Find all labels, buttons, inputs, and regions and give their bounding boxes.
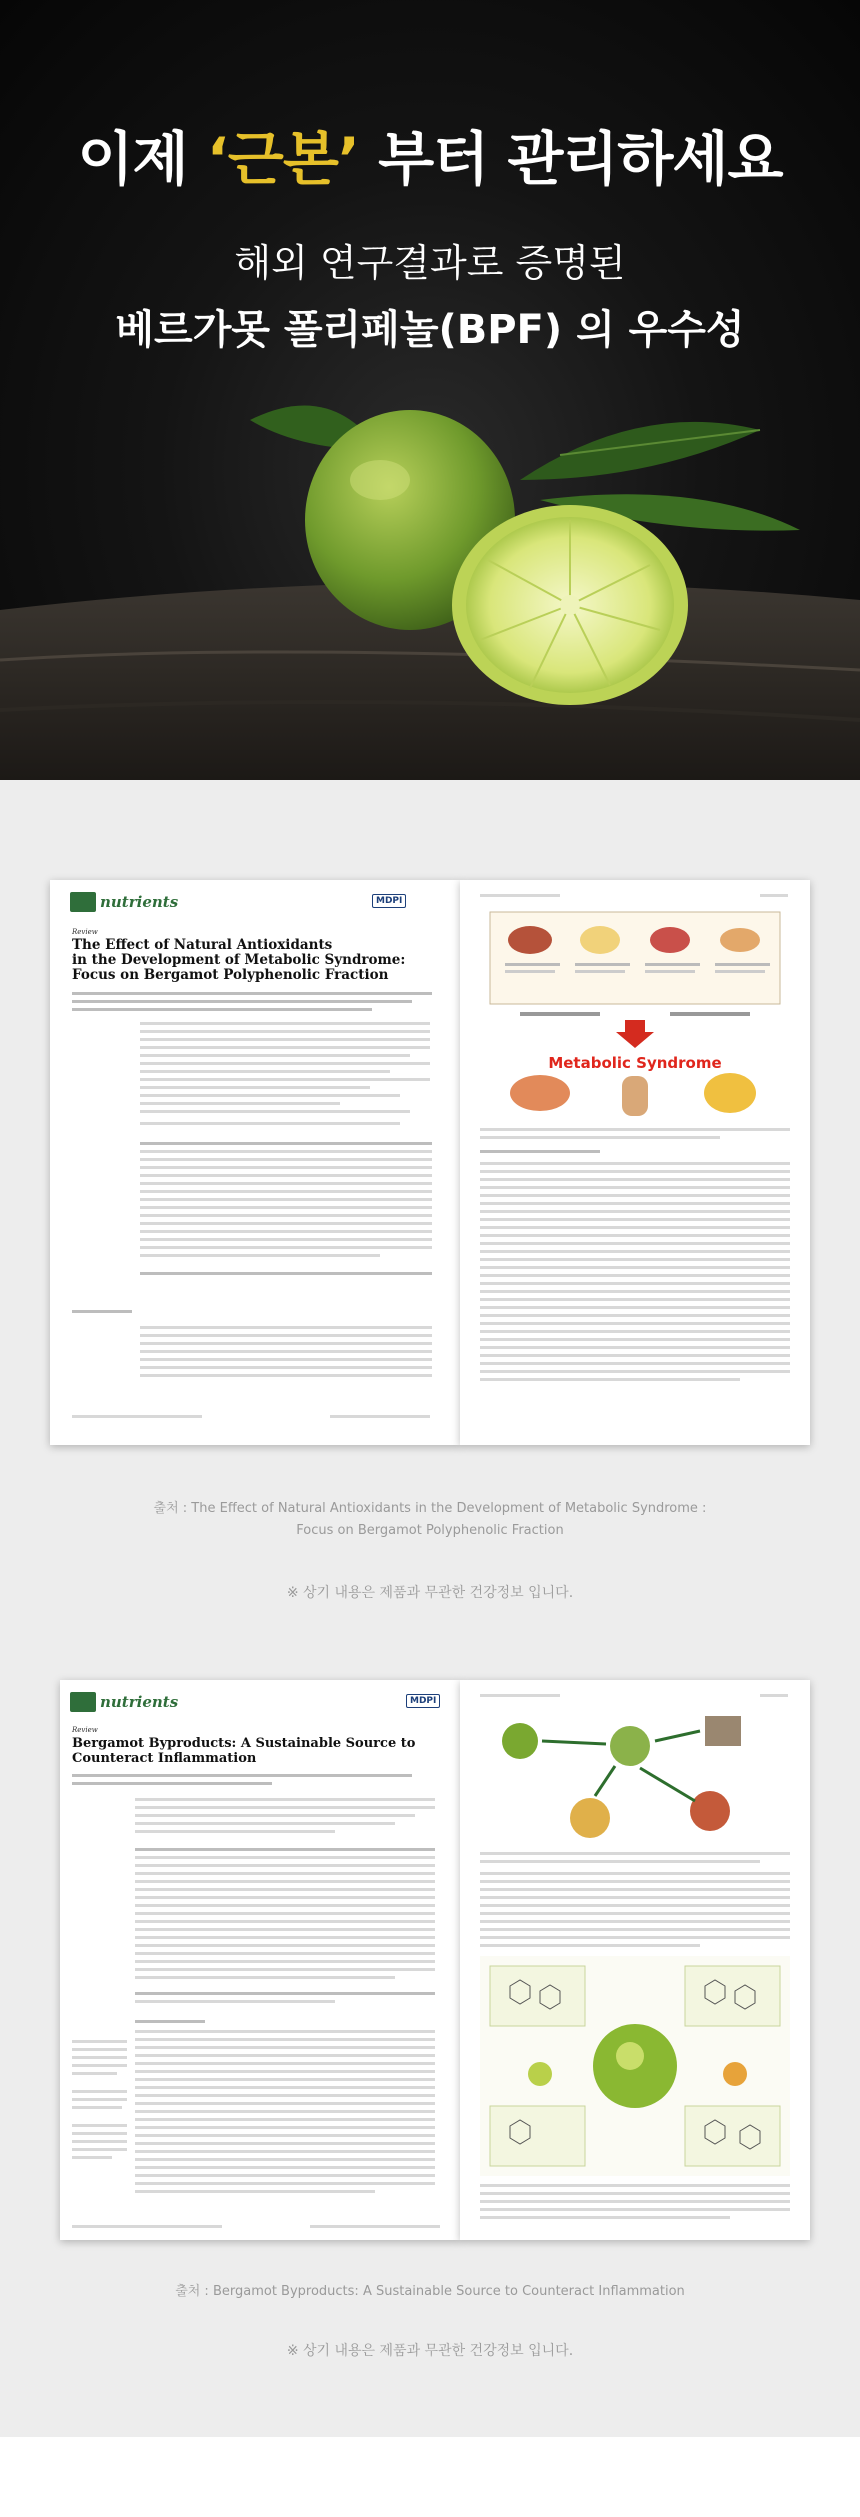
paper1-disclaimer: ※ 상기 내용은 제품과 무관한 건강정보 입니다. bbox=[286, 1585, 574, 1601]
paper1-title-line-2: in the Development of Metabolic Syndrome: bbox=[72, 952, 406, 968]
paper1-page2 bbox=[460, 880, 810, 1445]
journal-logo: nutrients bbox=[70, 892, 178, 912]
nutrients-logo-icon bbox=[70, 892, 96, 912]
bergamot-compounds-figure bbox=[480, 1956, 790, 2176]
paper1-page1 bbox=[50, 880, 460, 1445]
paper2-title-line-1: Bergamot Byproducts: A Sustainable Source to bbox=[72, 1736, 416, 1751]
figure-title: Metabolic Syndrome bbox=[548, 1054, 722, 1072]
paper2-title-line-2: Counteract Inflammation bbox=[72, 1751, 257, 1766]
byproducts-cycle-figure bbox=[480, 1706, 790, 1846]
hero-subtitle-bold: 베르가못 폴리페놀(BPF) 의 우수성 bbox=[115, 307, 745, 353]
nutrients-logo-icon bbox=[70, 1692, 96, 1712]
hero-subtitle: 해외 연구결과로 증명된 bbox=[234, 241, 626, 285]
paper2-page2 bbox=[460, 1680, 810, 2240]
paper2-source-line-1: 출처 : Bergamot Byproducts: A Sustainable Source to Counteract Inflammation bbox=[175, 2284, 685, 2299]
mdpi-badge: MDPI bbox=[406, 1694, 440, 1708]
paper1-source-line-1: 출처 : The Effect of Natural Antioxidants in the Development of Metabolic Syndrome : bbox=[153, 1501, 707, 1516]
paper2-page1 bbox=[60, 1680, 460, 2240]
paper1-source-line-2: Focus on Bergamot Polyphenolic Fraction bbox=[296, 1523, 564, 1538]
paper1-title-line-1: The Effect of Natural Antioxidants bbox=[72, 937, 333, 953]
hero-title: 이제 ‘근본’ 부터 관리하세요 bbox=[77, 125, 783, 193]
hero-banner bbox=[0, 0, 860, 780]
paper2-disclaimer: ※ 상기 내용은 제품과 무관한 건강정보 입니다. bbox=[286, 2343, 574, 2359]
paper1-title-line-3: Focus on Bergamot Polyphenolic Fraction bbox=[72, 967, 389, 983]
article-type: Review bbox=[72, 928, 98, 936]
journal-logo: nutrients bbox=[70, 1692, 178, 1712]
mdpi-badge: MDPI bbox=[372, 894, 406, 908]
metabolic-syndrome-figure bbox=[480, 908, 790, 1118]
hero-title-accent: ‘근본’ bbox=[206, 125, 359, 193]
article-type: Review bbox=[72, 1726, 98, 1734]
bergamot-fruit-image bbox=[0, 360, 860, 780]
